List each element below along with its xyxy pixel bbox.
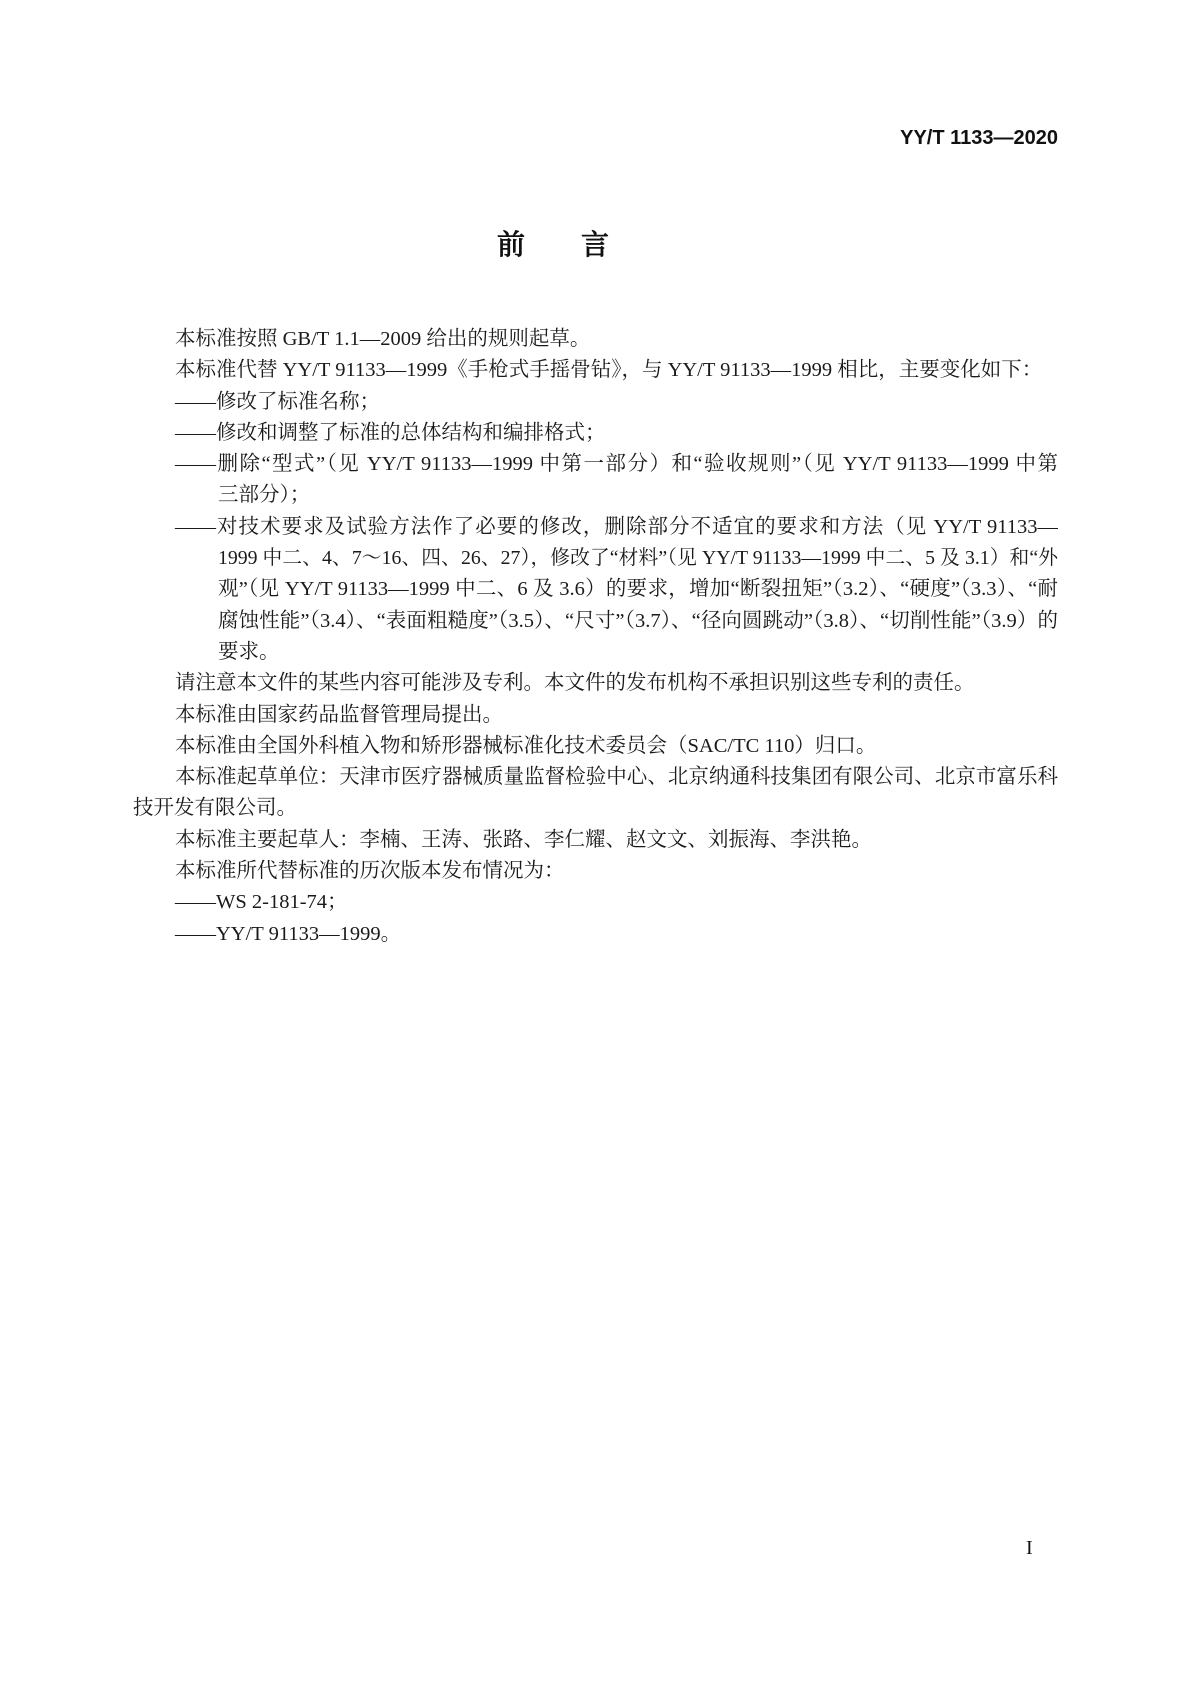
- previous-edition-item-yyt: [133, 919, 1058, 950]
- text-line: 技开发有限公司。: [133, 797, 297, 820]
- text-line: 本标准起草单位：天津市医疗器械质量监督检验中心、北京纳通科技集团有限公司、北京市富乐科: [175, 766, 1058, 789]
- change-item-rename: [133, 387, 1058, 418]
- text-line: 三部分）；: [218, 484, 311, 507]
- text-line: 本标准按照 GB/T 1.1—2009 给出的规则起草。: [175, 328, 591, 350]
- text-line: 本标准由国家药品监督管理局提出。: [175, 703, 503, 726]
- foreword-body: [133, 324, 1058, 950]
- text-line: ——删除“型式”（见 YY/T 91133—1999 中第一部分）和“验收规则”（见 YY/T 91133—1999 中第: [175, 453, 1058, 476]
- paragraph-drafting-organizations: [133, 762, 1058, 825]
- page-title: 前 言: [497, 229, 610, 260]
- text-line: 1999 中二、4、7～16、四、26、27），修改了“材料”（见 YY/T 91133—1999 中二、5 及 3.1）和“外: [218, 547, 1058, 570]
- change-item-structure: [133, 418, 1058, 449]
- text-line: 观”（见 YY/T 91133—1999 中二、6 及 3.6）的要求，增加“断裂扭矩”（3.2）、“硬度”（3.3）、“耐: [218, 578, 1058, 601]
- text-line: 本标准由全国外科植入物和矫形器械标准化技术委员会（SAC/TC 110）归口。: [175, 734, 877, 757]
- paragraph-patent-notice: [133, 668, 1058, 699]
- text-line: 要求。: [218, 640, 280, 663]
- text-line: 腐蚀性能”（3.4）、“表面粗糙度”（3.5）、“尺寸”（3.7）、“径向圆跳动”（3.8）、“切削性能”（3.9）的: [218, 609, 1058, 632]
- text-line: ——WS 2-181-74；: [175, 891, 348, 914]
- text-line: 本标准主要起草人：李楠、王涛、张路、李仁耀、赵文文、刘振海、李洪艳。: [175, 828, 872, 851]
- paragraph-previous-editions-intro: [133, 856, 1058, 887]
- page-number: I: [1026, 1537, 1033, 1559]
- standard-code-header: YY/T 1133—2020: [900, 127, 1058, 149]
- paragraph-replacement-statement: [133, 355, 1058, 386]
- text-line: ——修改和调整了标准的总体结构和编排格式；: [175, 421, 606, 444]
- text-line: 请注意本文件的某些内容可能涉及专利。本文件的发布机构不承担识别这些专利的责任。: [175, 672, 975, 695]
- paragraph-drafters: [133, 825, 1058, 856]
- previous-edition-item-ws: [133, 887, 1058, 918]
- paragraph-drafting-rules: [133, 324, 1058, 355]
- text-line: 本标准所代替标准的历次版本发布情况为：: [175, 860, 565, 883]
- change-item-deletion: [133, 449, 1058, 512]
- text-line: 本标准代替 YY/T 91133—1999《手枪式手摇骨钻》，与 YY/T 91133—1999 相比，主要变化如下：: [175, 359, 1043, 382]
- text-line: ——YY/T 91133—1999。: [175, 922, 402, 945]
- paragraph-technical-committee: [133, 731, 1058, 762]
- change-item-technical-requirements: [133, 512, 1058, 668]
- text-line: ——对技术要求及试验方法作了必要的修改，删除部分不适宜的要求和方法（见 YY/T 91133—: [175, 515, 1058, 538]
- text-line: ——修改了标准名称；: [175, 390, 380, 413]
- paragraph-proposer: [133, 700, 1058, 731]
